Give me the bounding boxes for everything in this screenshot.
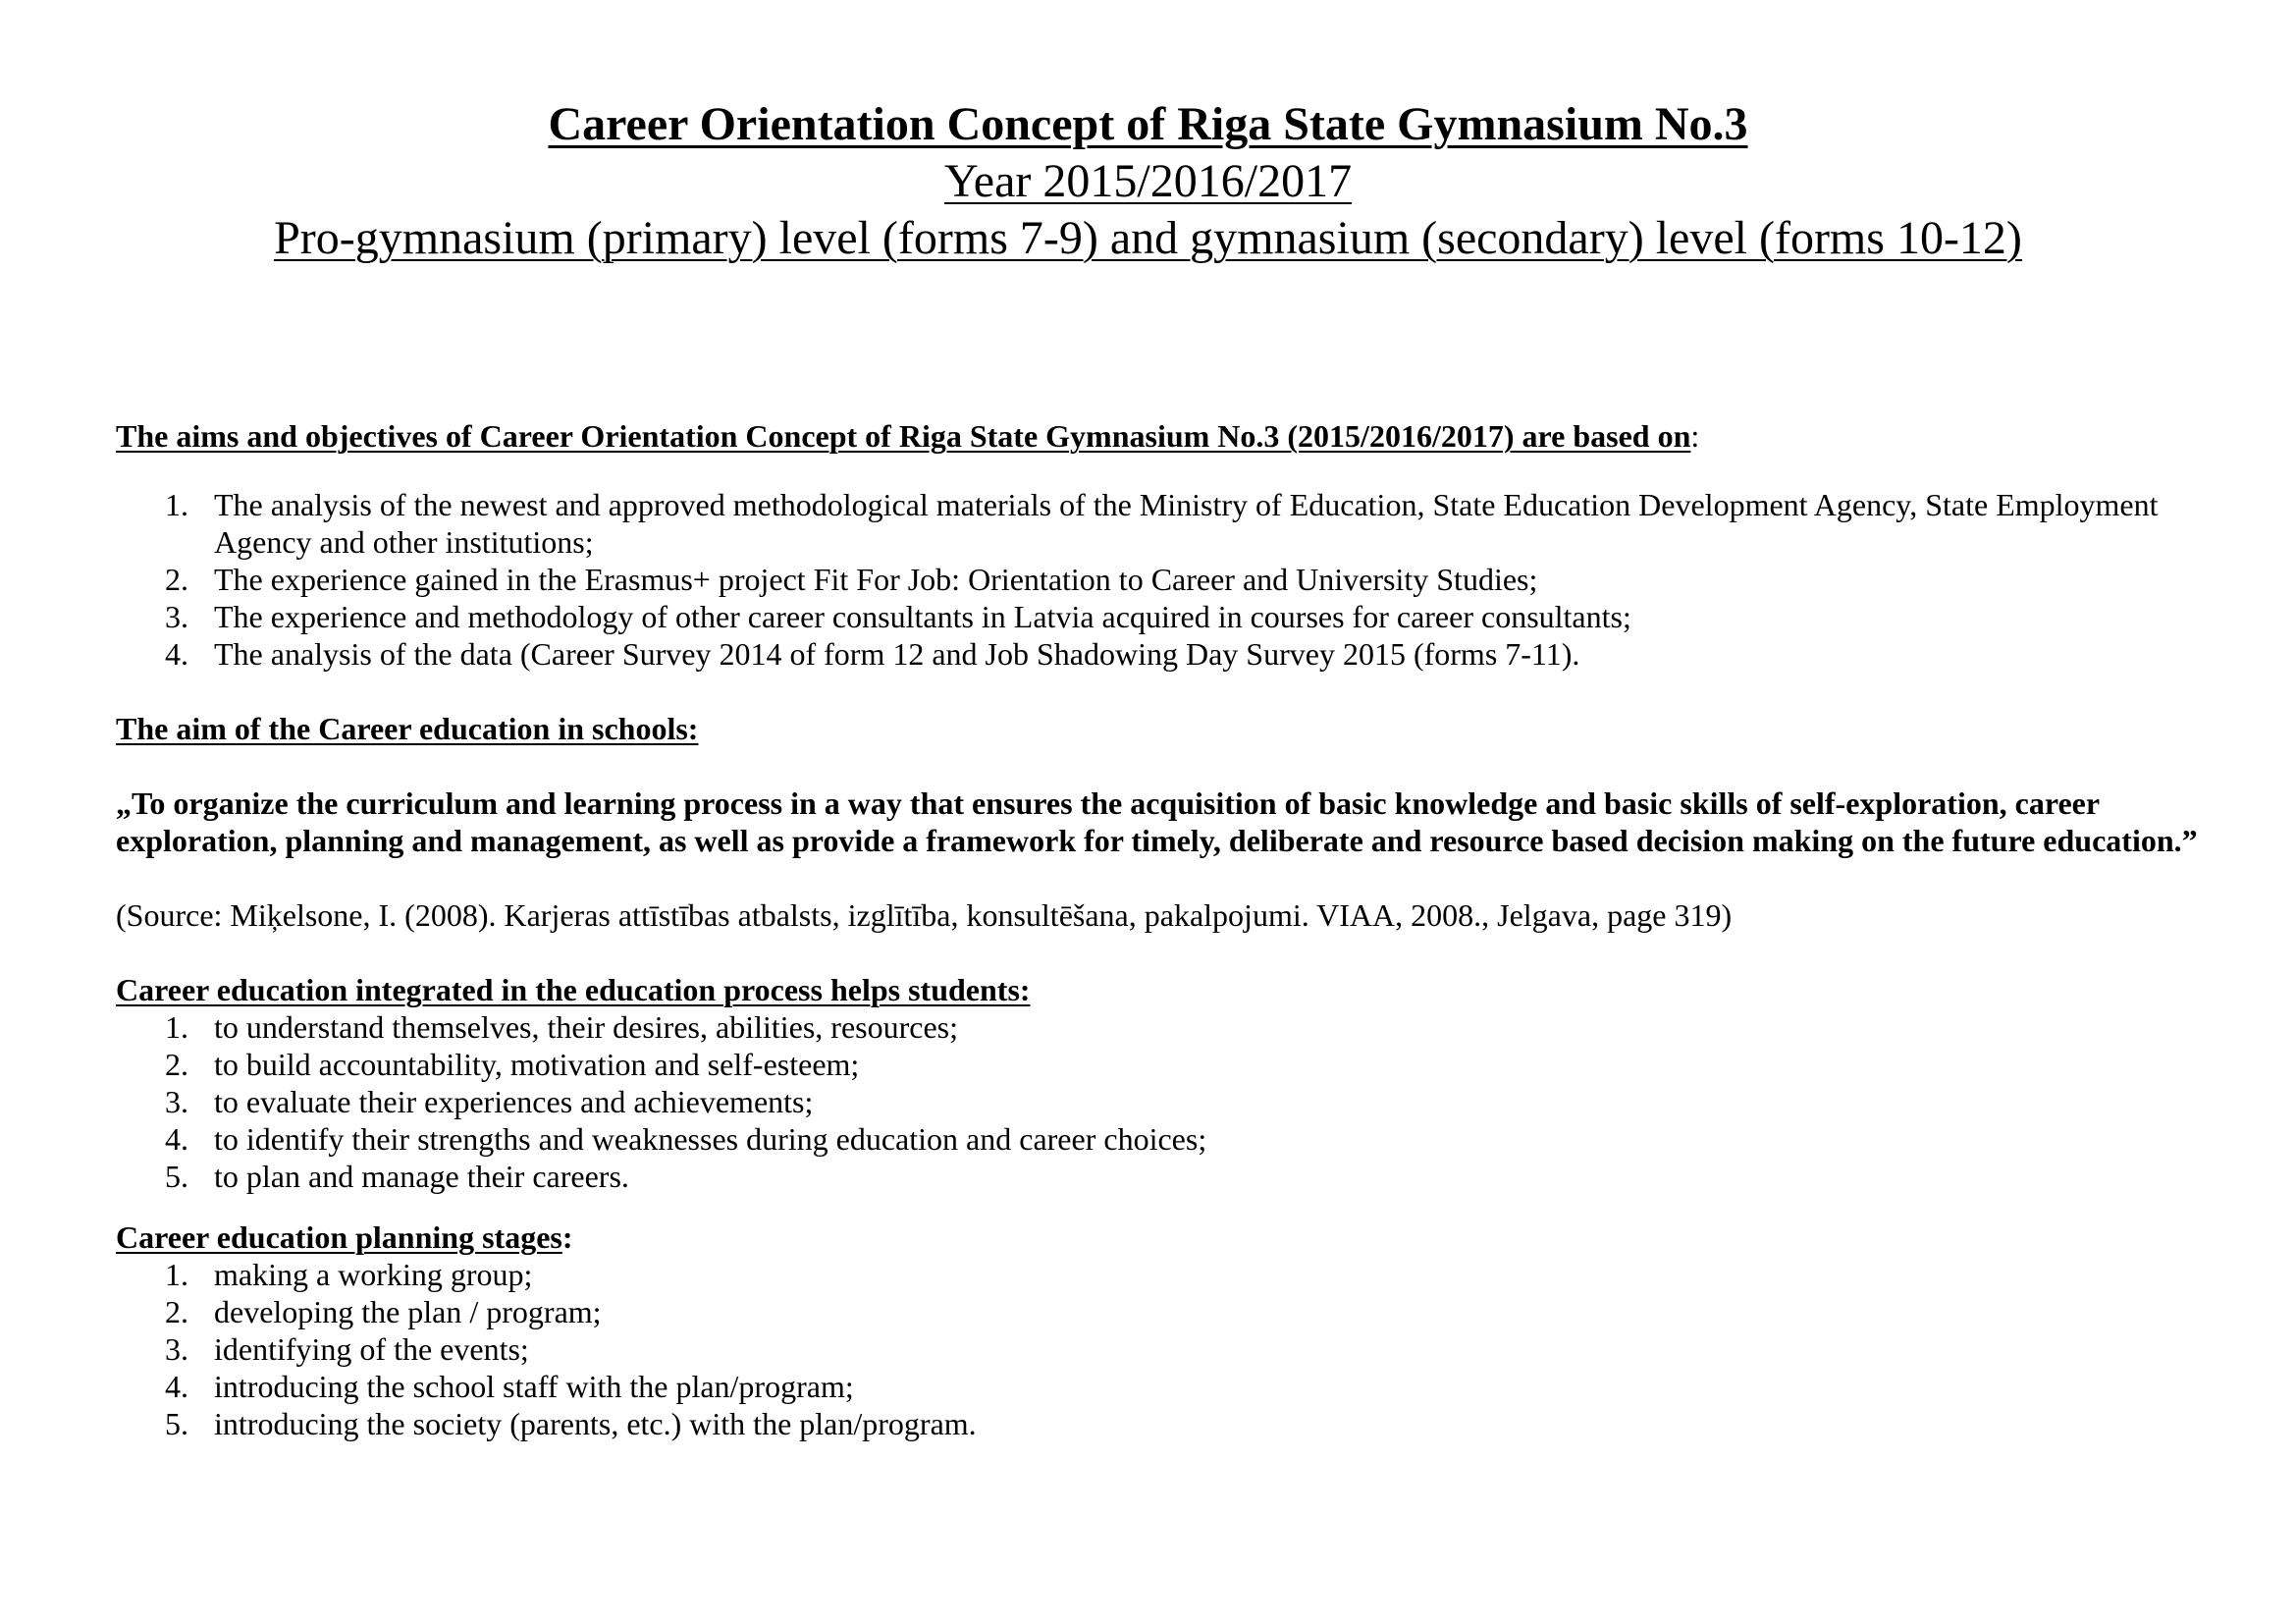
list-text: to plan and manage their careers. xyxy=(214,1159,629,1194)
list-item xyxy=(116,1046,2226,1083)
document-levels: Pro-gymnasium (primary) level (forms 7-9) and gymnasium (secondary) level (forms 10-12) xyxy=(274,212,2022,264)
aims-heading-text: The aims and objectives of Career Orientation Concept of Riga State Gymnasium No.3 (2015/2016/2017) are based on xyxy=(116,418,1691,454)
career-aim-source: (Source: Miķelsone, I. (2008). Karjeras attīstības atbalsts, izglītība, konsultēšana, pakalpojumi. VIAA, 2008., Jelgava, page 319) xyxy=(116,897,1733,933)
list-number: 5. xyxy=(165,1159,188,1194)
list-text: developing the plan / program; xyxy=(214,1294,602,1329)
document-year: Year 2015/2016/2017 xyxy=(943,155,1353,207)
integrated-list xyxy=(116,1008,2226,1195)
list-item xyxy=(116,1368,2226,1405)
list-item xyxy=(116,486,2226,561)
document-body xyxy=(116,417,2226,1442)
list-text: introducing the school staff with the plan/program; xyxy=(214,1369,854,1404)
list-text: The experience and methodology of other career consultants in Latvia acquired in courses for career consultants; xyxy=(214,599,1631,634)
title-block xyxy=(0,96,2296,267)
list-number: 1. xyxy=(165,487,188,522)
integrated-heading-text: Career education integrated in the education process helps students: xyxy=(116,972,1031,1007)
list-item xyxy=(116,1256,2226,1293)
aims-heading-colon: : xyxy=(1690,418,1700,454)
list-number: 5. xyxy=(165,1406,188,1441)
list-number: 2. xyxy=(165,562,188,597)
list-number: 4. xyxy=(165,1369,188,1404)
stages-list xyxy=(116,1256,2226,1442)
list-text: identifying of the events; xyxy=(214,1331,529,1367)
list-text: to evaluate their experiences and achievements; xyxy=(214,1084,814,1119)
list-number: 3. xyxy=(165,1331,188,1367)
list-number: 1. xyxy=(165,1009,188,1045)
document-title: Career Orientation Concept of Riga State Gymnasium No.3 xyxy=(548,98,1748,150)
list-item xyxy=(116,1083,2226,1120)
aims-heading xyxy=(116,417,2226,455)
list-number: 4. xyxy=(165,636,188,672)
list-text: to identify their strengths and weaknesses during education and career choices; xyxy=(214,1121,1207,1157)
list-number: 4. xyxy=(165,1121,188,1157)
list-item xyxy=(116,561,2226,598)
career-aim-heading xyxy=(116,710,2226,747)
aims-list xyxy=(116,486,2226,673)
list-text: The analysis of the newest and approved methodological materials of the Ministry of Education, State Education Development Agency, State Employment Agency and other institutions; xyxy=(214,487,2159,560)
list-item xyxy=(116,1120,2226,1158)
list-item xyxy=(116,635,2226,673)
list-text: to build accountability, motivation and self-esteem; xyxy=(214,1047,860,1082)
stages-heading-colon: : xyxy=(561,1219,573,1255)
list-text: to understand themselves, their desires, abilities, resources; xyxy=(214,1009,959,1045)
list-item xyxy=(116,1405,2226,1442)
career-aim-heading-text: The aim of the Career education in schools: xyxy=(116,711,699,746)
list-number: 2. xyxy=(165,1047,188,1082)
list-number: 3. xyxy=(165,599,188,634)
stages-heading-text: Career education planning stages xyxy=(116,1219,562,1255)
list-item xyxy=(116,598,2226,635)
list-number: 2. xyxy=(165,1294,188,1329)
list-item xyxy=(116,1008,2226,1046)
list-item xyxy=(116,1158,2226,1195)
career-aim-quote: „To organize the curriculum and learning process in a way that ensures the acquisition of basic knowledge and basic skills of self-exploration, career exploration, planning and management, as well as provide a framework for timely, deliberate and resource based decision making on the future education.” xyxy=(116,785,2198,858)
list-number: 1. xyxy=(165,1257,188,1292)
list-item xyxy=(116,1330,2226,1368)
integrated-heading xyxy=(116,971,2226,1008)
list-text: making a working group; xyxy=(214,1257,533,1292)
list-text: The experience gained in the Erasmus+ project Fit For Job: Orientation to Career and University Studies; xyxy=(214,562,1538,597)
list-item xyxy=(116,1293,2226,1330)
stages-heading xyxy=(116,1218,2226,1256)
list-text: The analysis of the data (Career Survey 2014 of form 12 and Job Shadowing Day Survey 2015 (forms 7-11). xyxy=(214,636,1580,672)
list-text: introducing the society (parents, etc.) with the plan/program. xyxy=(214,1406,977,1441)
list-number: 3. xyxy=(165,1084,188,1119)
